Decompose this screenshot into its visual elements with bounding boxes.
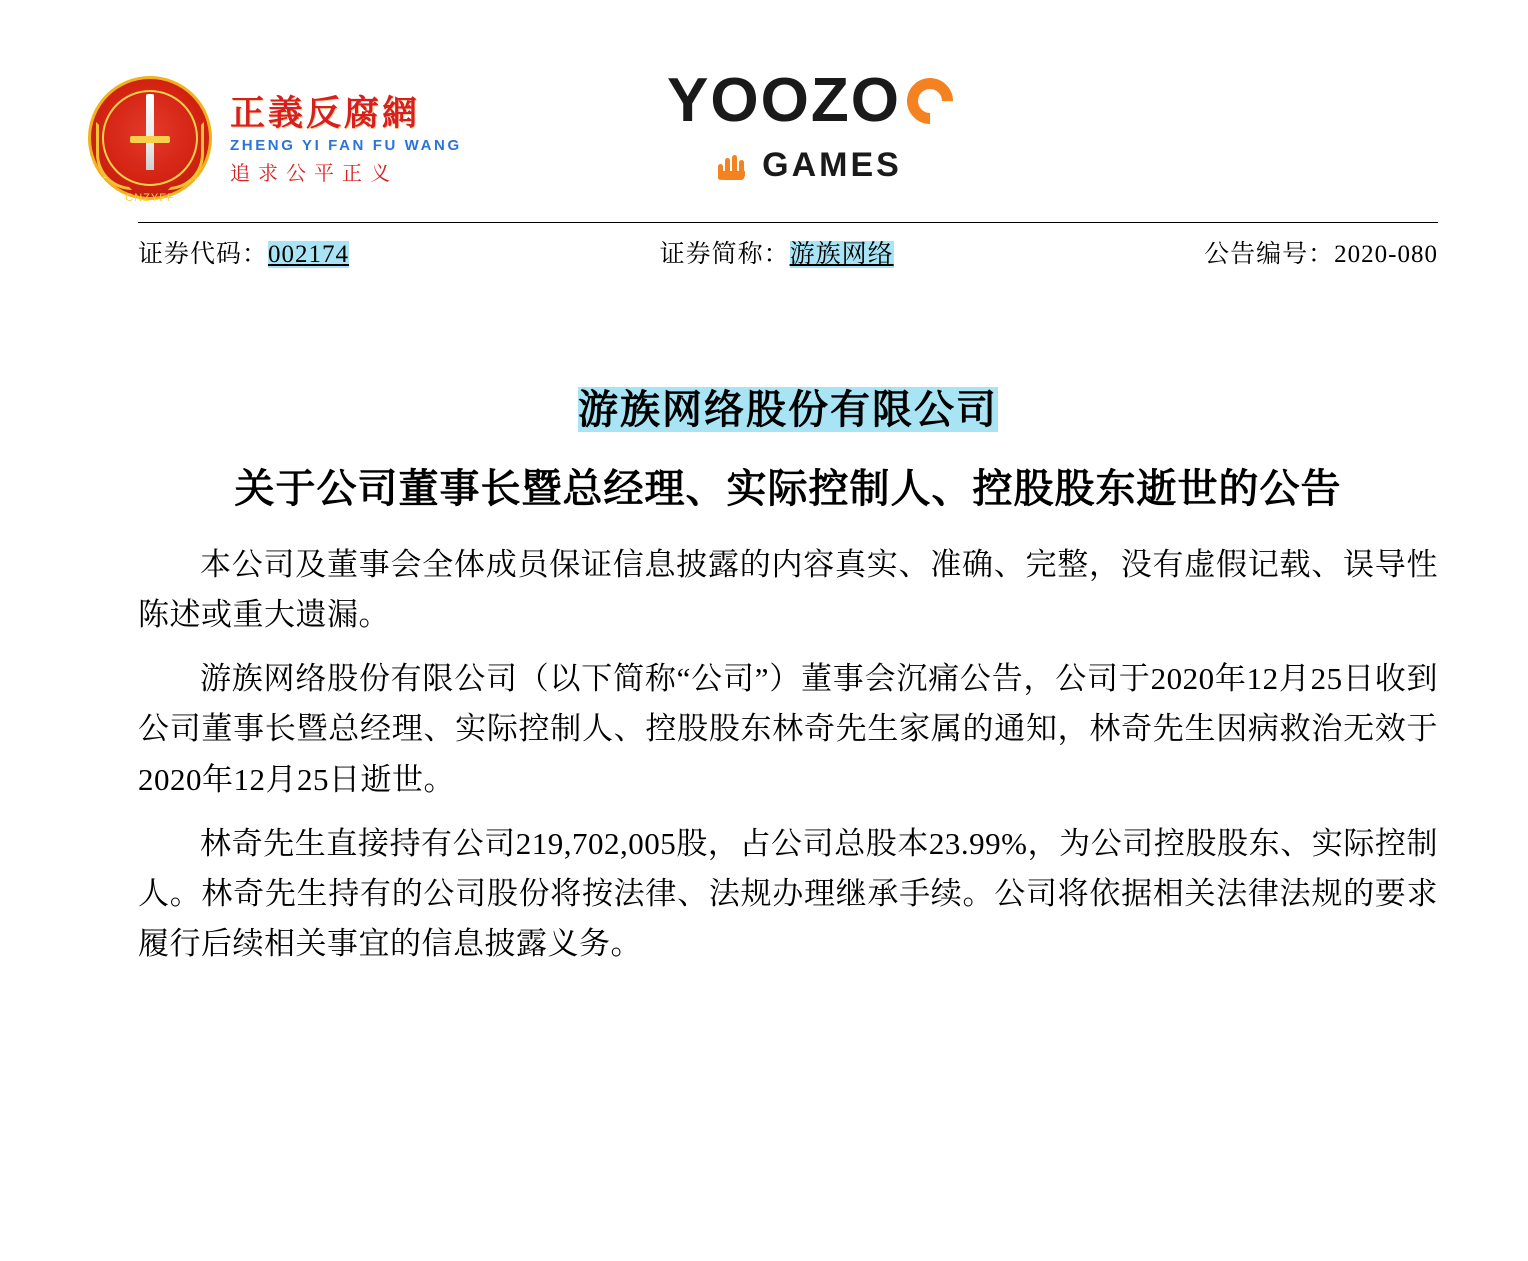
watermark-title: 正義反腐網 xyxy=(230,94,421,134)
emblem-left-char: 正 xyxy=(96,177,107,189)
securities-code-label: 证券代码： xyxy=(138,241,269,268)
watermark-logo xyxy=(80,70,462,210)
document-body xyxy=(138,300,1438,970)
notice-number xyxy=(1204,234,1438,270)
paragraph-announcement: 游族网络股份有限公司（以下简称“公司”）董事会沉痛公告，公司于2020年12月25日收到公司董事长暨总经理、实际控制人、控股股东林奇先生家属的通知，林奇先生因病救治无效于2020年12月25日逝世。 xyxy=(138,661,1438,797)
company-name-text: 游族网络股份有限公司 xyxy=(578,387,998,432)
company-name xyxy=(138,378,1438,435)
brand-subline xyxy=(620,146,1000,185)
paragraph-shareholding: 林奇先生直接持有公司219,702,005股，占公司总股本23.99%，为公司控股股东、实际控制人。林奇先生持有的公司股份将按法律、法规办理继承手续。公司将依据相关法律法规的要求履行后续相关事宜的信息披露义务。 xyxy=(138,825,1438,962)
notice-number-value: 2020-080 xyxy=(1334,241,1438,268)
securities-code-value: 002174 xyxy=(268,241,350,268)
securities-name-value: 游族网络 xyxy=(789,241,894,268)
page-title: 关于公司董事长暨总经理、实际控制人、控股股东逝世的公告 xyxy=(234,466,1342,511)
brand-o-icon xyxy=(897,68,962,133)
securities-info-line xyxy=(138,234,1438,270)
emblem-right-char: 义 xyxy=(193,177,204,189)
securities-code xyxy=(138,234,349,270)
yoozoo-logo xyxy=(620,66,1000,185)
emblem-bottom-text: CNZYFF xyxy=(125,192,175,204)
watermark-slogan: 追求公平正义 xyxy=(230,162,398,185)
watermark-pinyin: ZHENG YI FAN FU WANG xyxy=(230,136,462,154)
notice-number-label: 公告编号： xyxy=(1204,241,1335,268)
securities-name xyxy=(660,234,894,270)
hand-icon xyxy=(718,152,748,180)
securities-name-label: 证券简称： xyxy=(659,241,790,268)
brand-games-text: GAMES xyxy=(762,146,902,184)
document-header xyxy=(0,0,1528,222)
brand-word-text: YOOZO xyxy=(667,66,901,135)
paragraph-disclaimer: 本公司及董事会全体成员保证信息披露的内容真实、准确、完整，没有虚假记载、误导性陈述或重大遗漏。 xyxy=(138,546,1438,633)
header-divider xyxy=(138,222,1438,223)
emblem-icon xyxy=(80,70,220,210)
brand-wordmark xyxy=(620,66,1000,135)
